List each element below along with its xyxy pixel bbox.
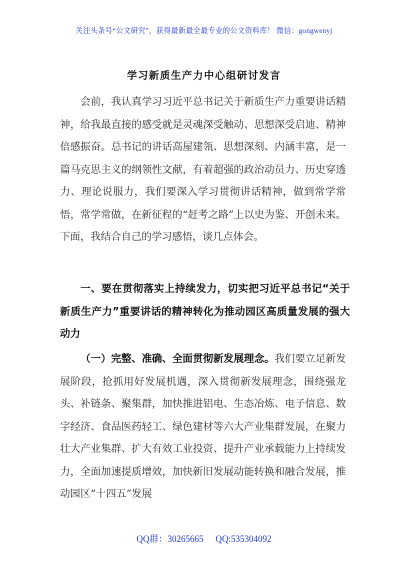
header-banner: 关注头条号“公文研究”，获得最新最全最专业的公文资料库！ 微信：gongwenyj — [75, 27, 333, 35]
sub-section-paragraph — [60, 349, 346, 507]
sub-paragraph-text: 我们要立足新发展阶段，抢抓用好发展机遇，深入贯彻新发展理念，围绕强龙头、补链条、聚集群，加快推进铝电、生态冶炼、电子信息、数字经济、食品医药轻工、绿色建材等六大产业集群发展，在聚力壮大产业集群、扩大有效工业投资、提升产业承载能力上持续发力，全面加速提质增效，加快新旧发展动能转换和融合发展，推动园区“十四五”发展 — [60, 354, 347, 500]
footer-contacts — [0, 532, 408, 545]
intro-paragraph: 会前，我认真学习习近平总书记关于新质生产力重要讲话精神，给我最直接的感受就是灵魂深受触动、思想深受启迪、精神倍感振奋。总书记的讲话高屋建瓴、思想深刻、内涵丰富，是一篇马克思主义的纲领性文献，有着超强的政治动员力、历史穿透力、理论说服力，我们要深入学习贯彻讲话精神，做到常学常悟，常学常做，在新征程的“赶考之路”上以史为鉴、开创未来。下面，我结合自己的学习感悟，谈几点体会。 — [60, 97, 346, 243]
document-title: 学习新质生产力中心组研讨发言 — [127, 71, 281, 82]
sub-heading: （一）完整、准确、全面贯彻新发展理念。 — [80, 354, 275, 365]
footer-qq-group: QQ群：30265665 — [136, 534, 204, 544]
footer-qq: QQ:535304092 — [215, 534, 272, 544]
section-heading: 一、要在贯彻落实上持续发力，切实把习近平总书记“关于新质生产力”重要讲话的精神转化为推动园区高质量发展的强大动力 — [60, 284, 350, 340]
